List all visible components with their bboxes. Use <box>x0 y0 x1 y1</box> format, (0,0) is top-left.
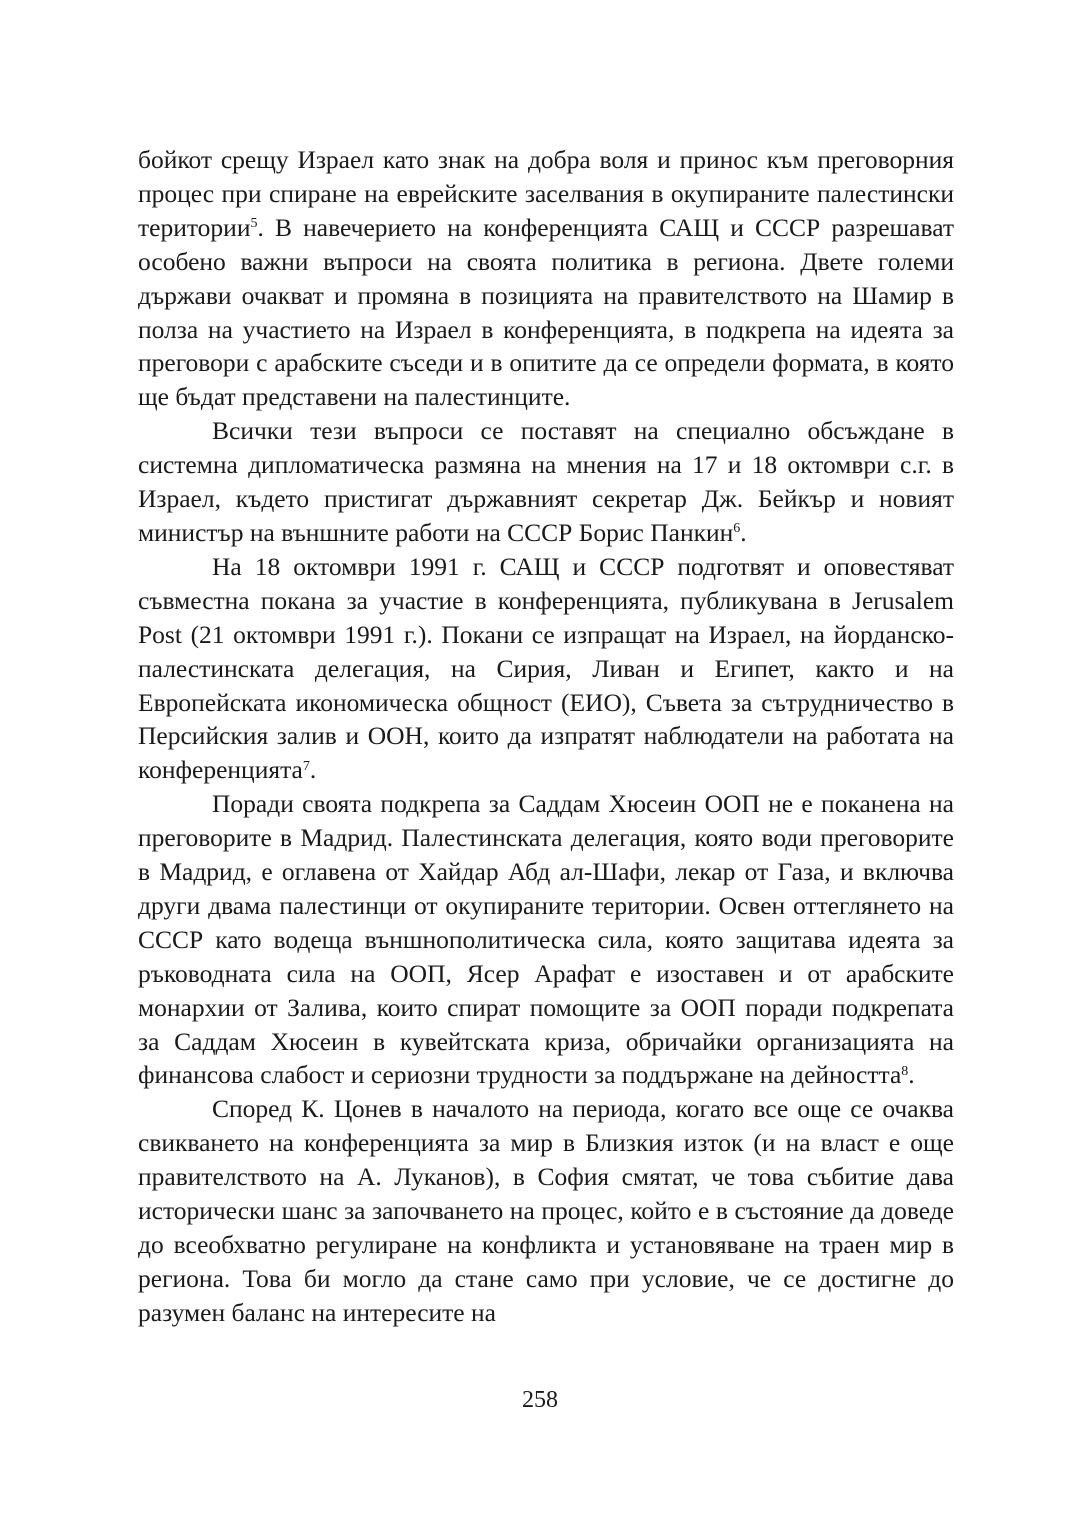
paragraph <box>138 1092 954 1329</box>
paragraph <box>138 787 954 1092</box>
paragraph <box>138 550 954 787</box>
paragraph-text: бойкот срещу Израел като знак на добра воля и принос към преговорния процес при спиране на еврейските заселвания в окупираните палестински територии <box>138 145 954 242</box>
paragraph-text-continued: . <box>740 517 747 547</box>
footnote-marker: 7 <box>302 758 310 774</box>
paragraph-text-continued: . <box>908 1060 915 1090</box>
paragraph-text: Всички тези въпроси се поставят на специално обсъждане в системна дипломатическа размяна на мнения на 17 и 18 октомври с.г. в Израел, където пристигат държавният секретар Дж. Бейкър и новият министър на външните работи на СССР Борис Панкин <box>138 416 954 547</box>
page-number: 258 <box>522 1387 558 1413</box>
paragraph-text-continued: . <box>309 755 317 785</box>
paragraph-text: Според К. Цонев в началото на периода, когато все още се очаква свикването на конференцията за мир в Близкия изток (и на власт е още правителството на А. Луканов), в София смятат, че това събитие дава исторически шанс за започването на процес, който е в състояние да доведе до всеобхватно регулиране на конфликта и установяване на траен мир в региона. Това би могло да стане само при условие, че се достигне до разумен баланс на интересите на <box>138 1094 954 1327</box>
footnote-marker: 6 <box>733 521 741 537</box>
paragraph <box>138 143 954 414</box>
footnote-marker: 5 <box>250 216 258 232</box>
page-body <box>138 143 954 1330</box>
paragraph-text: На 18 октомври 1991 г. САЩ и СССР подготвят и оповестяват съвместна покана за участие в конференцията, публикувана в Jerusalem Post (21 октомври 1991 г.). Покани се изпращат на Израел, на йорданско-палестинската делегация, на Сирия, Ливан и Египет, както и на Европейската икономическа общност (ЕИО), Съвета за сътрудничество в Персийския залив и ООН, които да изпратят наблюдатели на работата на конференцията <box>138 551 954 785</box>
paragraph-text-continued: . В навечерието на конференцията САЩ и СССР разрешават особено важни въпроси на своята политика в региона. Двете големи държави очакват и промяна в позицията на правителството на Шамир в полза на участието на Израел в конференцията, в подкрепа на идеята за преговори с арабските съседи и в опитите да се определи формата, в която ще бъдат представени на палестинците. <box>138 212 954 412</box>
paragraph-text: Поради своята подкрепа за Саддам Хюсеин ООП не е поканена на преговорите в Мадрид. Палестинската делегация, която води преговорите в Мадрид, е оглавена от Хайдар Абд ал-Шафи, лекар от Газа, и включва други двама палестинци от окупираните територии. Освен оттеглянето на СССР като водеща външнополитическа сила, която защитава идеята за ръководната сила на ООП, Ясер Арафат е изоставен и от арабските монархии от Залива, които спират помощите за ООП поради подкрепата за Саддам Хюсеин в кувейтската криза, обричайки организацията на финансова слабост и сериозни трудности за поддържане на дейността <box>138 789 954 1090</box>
paragraph <box>138 414 954 550</box>
footnote-marker: 8 <box>901 1063 909 1079</box>
